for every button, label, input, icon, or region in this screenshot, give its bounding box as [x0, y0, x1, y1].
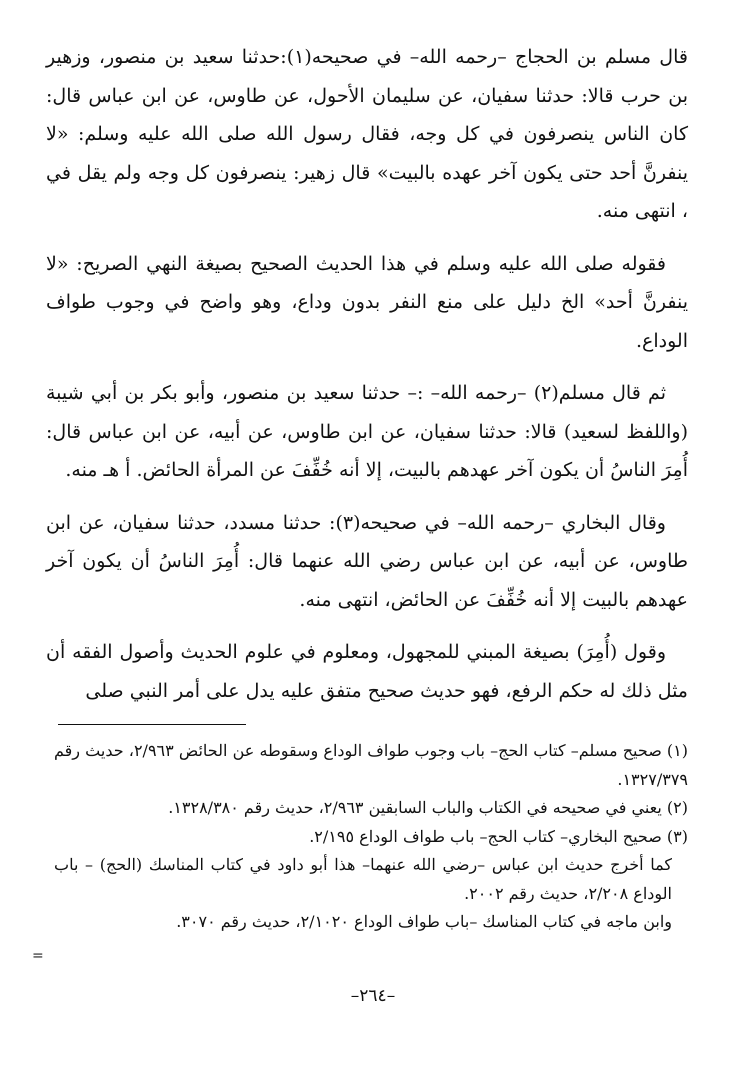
page-number: –٢٦٤–: [350, 986, 396, 1006]
page-body: [46, 38, 688, 724]
footnote-3-continued-abu-dawud: كما أخرج حديث ابن عباس –رضي الله عنهما– هذا أبو داود في كتاب المناسك (الحج) – باب الوداع ٢/٢٠٨، حديث رقم ٢٠٠٢.: [54, 855, 672, 903]
footnotes: [54, 737, 688, 937]
footnote-3-continued-ibn-majah: وابن ماجه في كتاب المناسك –باب طواف الوداع ٢/١٠٢٠، حديث رقم ٣٠٧٠.: [176, 912, 672, 931]
footnote-2: (٢) يعني في صحيحه في الكتاب والباب السابقين ٢/٩٦٣، حديث رقم ١٣٢٨/٣٨٠.: [168, 798, 688, 817]
paragraph-muslim-hadith: قال مسلم بن الحجاج –رحمه الله– في صحيحه(١):حدثنا سعيد بن منصور، وزهير بن حرب قالا: حدثنا سفيان، عن سليمان الأحول، عن طاوس، عن ابن عباس قال: كان الناس ينصرفون في كل وجه، فقال رسول الله صلى الله عليه وسلم: «لا ينفرنَّ أحد حتى يكون آخر عهده بالبيت» قال زهير: ينصرفون كل وجه ولم يقل في ، انتهى منه.: [46, 46, 688, 222]
paragraph-muslim-second: ثم قال مسلم(٢) –رحمه الله– :– حدثنا سعيد بن منصور، وأبو بكر بن أبي شيبة (واللفظ لسعيد) قالا: حدثنا سفيان، عن ابن طاوس، عن أبيه، عن ابن عباس قال: أُمِرَ الناسُ أن يكون آخر عهدهم بالبيت، إلا أنه خُفِّفَ عن المرأة الحائض. أ هـ منه.: [46, 382, 688, 481]
paragraph-commentary: فقوله صلى الله عليه وسلم في هذا الحديث الصحيح بصيغة النهي الصريح: «لا ينفرنَّ أحد» الخ دليل على منع النفر بدون وداع، وهو واضح في وجوب طواف الوداع.: [46, 252, 688, 352]
paragraph-bukhari: وقال البخاري –رحمه الله– في صحيحه(٣): حدثنا مسدد، حدثنا سفيان، عن ابن طاوس، عن أبيه، عن ابن عباس رضي الله عنهما قال: أُمِرَ الناسُ أن يكون آخر عهدهم بالبيت إلا أنه خُفِّفَ عن الحائض، انتهى منه.: [46, 511, 688, 611]
footnote-3: (٣) صحيح البخاري– كتاب الحج– باب طواف الوداع ٢/١٩٥.: [309, 826, 688, 846]
main-text: [46, 38, 688, 710]
continuation-mark: =: [32, 948, 44, 964]
paragraph-ruling: وقول (أُمِرَ) بصيغة المبني للمجهول، ومعلوم في علوم الحديث وأصول الفقه أن مثل ذلك له حكم الرفع، فهو حديث صحيح متفق عليه يدل على أمر النبي صلى: [46, 641, 688, 702]
footnote-1: (١) صحيح مسلم– كتاب الحج– باب وجوب طواف الوداع وسقوطه عن الحائض ٢/٩٦٣، حديث رقم ١٣٢٧/٣٧٩.: [54, 741, 689, 789]
footnote-separator: [58, 724, 246, 725]
